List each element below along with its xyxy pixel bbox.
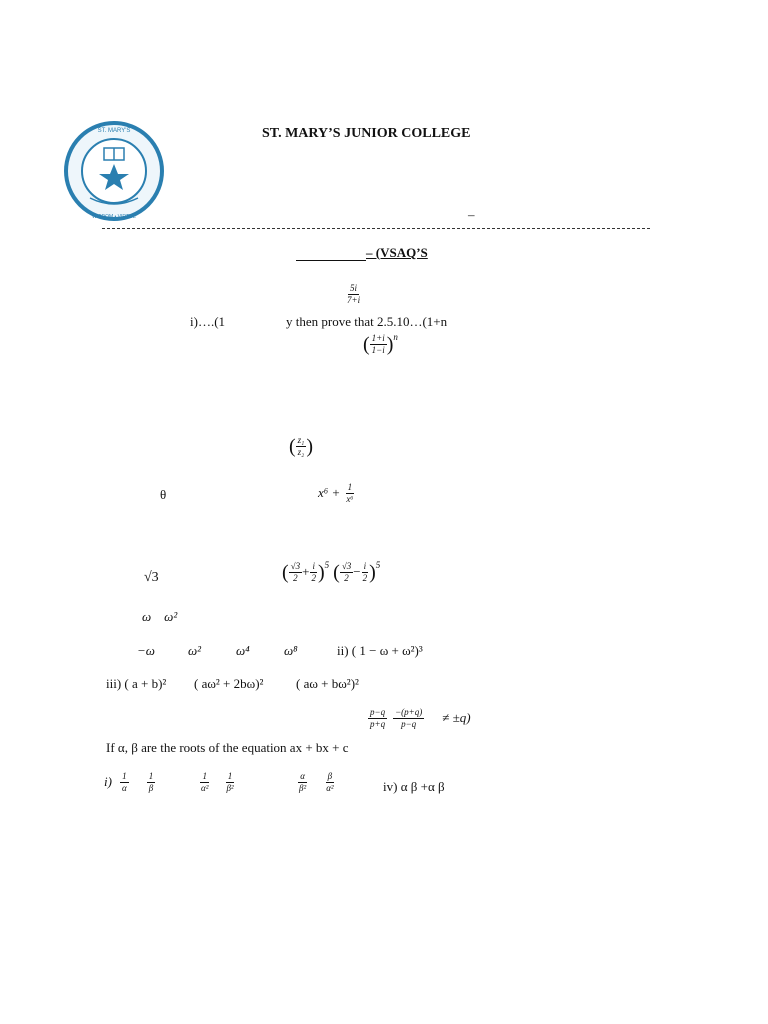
- college-name: ST. MARY’S JUNIOR COLLEGE: [262, 126, 471, 141]
- q1-left-text: i)….(1: [190, 314, 226, 329]
- q2-z-ratio: ( $\frac{\text{z₁}}{\text{z₂}}$ ): [289, 435, 313, 458]
- q1-power-expression: ( $\frac{1+i}{1-i}$ )$^n$: [363, 332, 398, 356]
- q5-part-ii: ii) ( 1 − ω + ω²)³: [337, 643, 423, 658]
- q7-question-text: If α, β are the roots of the equation ax + bx + c: [106, 740, 349, 755]
- q7-part-iv: iv) α β +α β: [383, 779, 445, 794]
- college-logo: [60, 118, 168, 224]
- q3-x-expression: x⁶ + $\frac{1}{\text{x⁶}}$: [318, 482, 354, 504]
- q5-term-4: ω⁸: [284, 643, 298, 658]
- q4-expression: ( $\frac{√3}{2}$ + $\frac{i}{2}$ )$^5$ ( $\frac{√3}{2}$ − $\frac{i}{2}$ )$^5$: [282, 560, 381, 584]
- q1-fraction: $\frac{5i}{7+i}$: [347, 283, 361, 305]
- section-title-underline: [296, 260, 366, 261]
- q3-theta: θ: [160, 487, 167, 502]
- q5-term-3: ω⁴: [236, 643, 250, 658]
- q5-term-1: −ω: [137, 643, 155, 658]
- q5-term-iii-b: ( aω² + 2bω)²: [194, 676, 264, 691]
- q6-expression: $\frac{p-q}{p+q}$ $\frac{-(p+q)}{p-q}$ ≠ ±q): [370, 707, 471, 729]
- q7-part-i: i) $\frac{1}{\alpha}$ $\frac{1}{\beta}$: [104, 771, 154, 793]
- separator-line: [102, 228, 650, 229]
- section-title: – (VSAQ’S: [366, 245, 428, 260]
- q7-part-iii: $\frac{\alpha}{\text{β²}}$ $\frac{\beta}{\text{α²}}$: [299, 771, 334, 793]
- svg-text:ST. MARY'S: ST. MARY'S: [97, 128, 131, 134]
- q5-term-2: ω²: [188, 643, 202, 658]
- q7-part-ii: $\frac{1}{\text{α²}}$ $\frac{1}{\text{β²}}$: [201, 771, 234, 793]
- q5-term-iii-c: ( aω + bω²)²: [296, 676, 359, 691]
- q5-omega-line: ω ω²: [142, 609, 178, 624]
- q5-part-iii: iii) ( a + b)²: [106, 676, 167, 691]
- q4-sqrt3: √3: [144, 570, 159, 585]
- q1-right-text: y then prove that 2.5.10…(1+n: [286, 314, 448, 329]
- header-dash: –: [468, 207, 475, 222]
- svg-text:WISDOM • VIRTUE: WISDOM • VIRTUE: [92, 214, 136, 220]
